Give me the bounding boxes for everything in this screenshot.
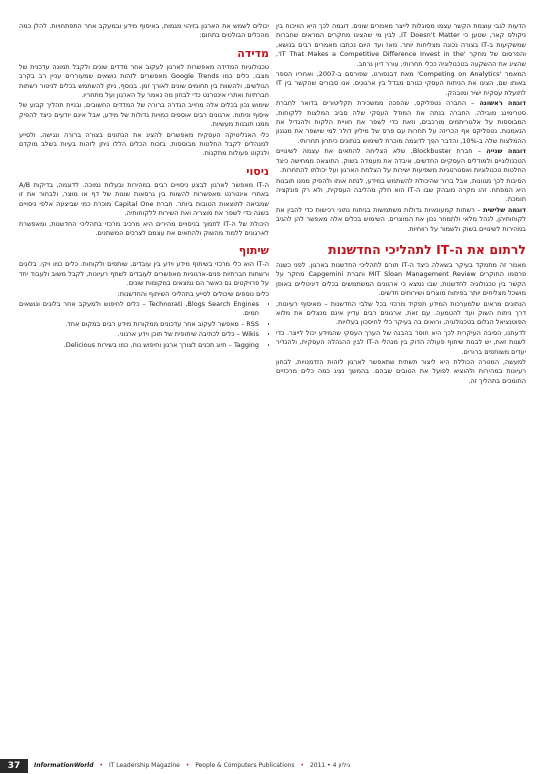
list-item: • RSS – מאפשר לעקוב אחר עדכונים ממקורות מידע רבים במקום אחד. <box>19 320 259 329</box>
paragraph <box>276 206 526 234</box>
section-heading-sharing: שיתוף <box>238 244 269 258</box>
paragraph: הסיבות לכך מגוונות, אבל ברור שהיכולת להשתמש במידע, לנתח אותו ולהפיק ממנו תובנות היא המפתח. זהו מקרה מובהק שבו ה-IT הוא חלק מהליבה העסקית, ולא רק פונקציה תומכת. <box>276 176 526 204</box>
magazine-name: IT Leadership Magazine <box>108 762 180 769</box>
separator-dot: • <box>300 762 305 769</box>
article-column-right <box>276 22 526 740</box>
list-item: • Technorati ,Blogs Search Engines – כלים לחיפוש ולמעקב אחר בלוגים ונושאים חמים. <box>19 300 259 319</box>
paragraph <box>276 99 526 146</box>
section-heading-measurement: מדידה <box>237 46 269 60</box>
section-heading-experiment: ניסוי <box>246 164 269 178</box>
paragraph: ה-IT הוא כלי מרכזי בשיתוף מידע וידע בין עובדים, שותפים ולקוחות. כלים כמו ויקי, בלוגים ורשתות חברתיות פנים-ארגוניות מאפשרים לעובדים לשתף רעיונות, לקבל משוב ולעבוד יחד על פרויקטים גם כאשר הם נמצאים במקומות שונים. <box>19 260 269 288</box>
paragraph: הדעות לגבי עוצמת הקשר עצמו מסוגלות לייצר מאמרים שונים. דוגמה לכך היא הוויכוח בין ניקולס קאר, שטען כי IT Doesn't Matter, לבין מי שהציגו מחקרים המראים שחברות שמשקיעות ב-IT בצורה נכונה מצליחות יותר. מאז ועד היום נכתבו מאמרים רבים בנושא, והפרסום של מחקר 'IT That Makes a Competitive Difference Invest in the', שהציג את ההשקעה בטכנולוגיה ככלי תחרותי, עורר דיון נרחב. <box>276 22 526 68</box>
list-item: • Wikis – כלים לכתיבה שיתופית של תוכן וידע ארגוני. <box>19 330 259 339</box>
paragraph: ה-IT מאפשר לארגון לבצע ניסויים רבים במהירות ובעלות נמוכה. לדוגמה, בדיקות A/B באתרי אינטרנט מאפשרות להשוות בין גרסאות שונות של דף או מוצר, ולבחור את זו שמביאה לתוצאות הטובות ביותר. חברת Capital One מוכרת כמי שביצעה אלפי ניסויים בשנה כדי לשפר את מוצריה ואת השירות ללקוחותיה. <box>19 180 269 218</box>
example-label: דוגמה שנייה <box>486 147 526 156</box>
article-column-left <box>19 22 269 740</box>
paragraph: המאמר 'Competing on Analytics' מאת דבנפורט, שפורסם ב-2007, ואחריו הספר באותו שם, הציגו את הניתוח העסקי כגורם מבדל בין ארגונים. אנו סבורים שהקשר בין IT לתועלת עסקית ישיר ומובהק. <box>276 70 526 97</box>
list-item: • Tagging – תיוג תכנים לצורך ארגון וחיפוש נוח, כמו בשירות Delicious. <box>19 341 259 350</box>
paragraph: יכולים לשמש את הארגון בזיהוי מגמות, באיסוף מידע ובמעקב אחר התפתחויות. להלן כמה מהכלים הבולטים בתחום: <box>19 22 269 40</box>
paragraph: למעשה, המטרה הכוללת היא ליצור תשתית שתאפשר לארגון לזהות הזדמנויות, לבחון רעיונות במהירות ולהוציא לפועל את הטובים שבהם. בהמשך נציג כמה כלים מרכזיים התומכים בתהליך זה. <box>276 358 526 385</box>
separator-dot: • <box>99 762 104 769</box>
paragraph-text: – החברה נטפליקס, שהפכה ממשכירת תקליטורים בדואר לחברת סטרימינג מובילה. החברה בנתה את המודל העסקי שלה סביב המלצות ללקוחות, המבוססות על אלגוריתמים מורכבים, וזאת כדי לשפר את חוויית הלקוח ולהגדיל את הנאמנות. נטפליקס אף הכריזה על תחרות עם פרס של מיליון דולר למי שישפר את מנגנון ההמלצות שלה ב-10%, והדבר הפך לדוגמה מוכרת לשימוש בנתונים כיתרון תחרותי. <box>276 99 526 145</box>
paragraph: שימוש נכון בכלים אלה מחייב הגדרה ברורה של המדדים החשובים, ובניית תהליך קבוע של איסוף וניתוח. ארגונים רבים אוספים כמויות גדולות של מידע, אבל אינם יודעים כיצד להפיק ממנו תובנות מעשיות. <box>19 101 269 129</box>
masthead <box>34 759 350 773</box>
paragraph: הנתונים מראים שלמערכות המידע תפקיד מרכזי בכל שלבי החדשנות – מאיסוף רעיונות, דרך ניתוח השוק ועד להטמעה. עם זאת, ארגונים רבים עדיין אינם מנצלים את מלוא הפוטנציאל הגלום בטכנולוגיה, ורואים בה בעיקר כלי לחיסכון בעלויות. <box>276 299 526 327</box>
paragraph: כלים נוספים שיכולים לסייע בתהליכי השיתוף והחדשנות: <box>117 289 269 298</box>
example-label: דוגמה ראשונה <box>479 99 526 108</box>
section-heading: לרתום את ה-IT לתהליכי החדשנות <box>328 241 526 257</box>
paragraph: טכנולוגיות המדידה מאפשרות לארגון לעקוב אחר מדדים שונים ולקבל תמונה עדכנית של מצבו. כלים כמו Google Trends מאפשרים לזהות נושאים שמעוררים עניין רב בקרב הגולשים, ולהשוות בין תחומים שונים לאורך זמן. בנוסף, ניתן להשתמש בכלים לניטור רשתות חברתיות ואתרי אינטרנט כדי לבחון מה נאמר על הארגון ועל מתחריו. <box>19 62 269 100</box>
paragraph: היכולת של ה-IT לתמוך בניסויים מהירים היא מרכיב מרכזי בתהליכי החדשנות, ומאפשרת לארגונים ללמוד מהשוק ולהתאים את עצמם לצרכים המשתנים. <box>19 219 269 237</box>
separator-dot: • <box>185 762 190 769</box>
tools-list <box>19 300 269 350</box>
page-footer <box>0 755 545 774</box>
paragraph-text: – רשתות קמעונאיות גדולות משתמשות בניתוח נתוני רכישות כדי להבין את לקוחותיהן, לנהל מלאי ולתמחר נכון את המוצרים. השימוש בכלים אלה מאפשר להן להגיב במהירות לשינויים בשוק ולשמור על רווחיות. <box>276 205 526 233</box>
paragraph: מאמר זה מתמקד בעיקר בשאלה כיצד ה-IT תורם לתהליכי החדשנות בארגון. לפני כשנה פרסמו החוקרים MIT Sloan Management Review וחברת Capgemini מחקר על הקשר בין טכנולוגיה לחדשנות, שבו נמצא כי ארגונים המשתמשים בכלים דיגיטליים באופן מושכל מצליחים יותר בפיתוח מוצרים ושירותים חדשים. <box>276 260 526 298</box>
publisher-name: People & Computers Publications <box>195 762 295 769</box>
page-number: 37 <box>0 759 28 773</box>
paragraph: לדעתנו, הסיבה העיקרית לכך היא חוסר בהבנה של הערך העסקי שהמידע יכול לייצר. כדי לשנות זאת, יש לבנות שיתוף פעולה הדוק בין מנהלי ה-IT לבין ההנהלה העסקית, ולהגדיר יעדים משותפים ברורים. <box>276 328 526 356</box>
paragraph-text: – חברת Blockbuster, שלא הצליחה להתאים את עצמה לשינויים הטכנולוגיים ולמודלים העסקיים החדשים, איבדה את מעמדה בשוק. התוצאה ממחישה כיצד החלטות טכנולוגיות ואסטרטגיות משפיעות ישירות על הצלחת הארגון ועל יכולתו להתחרות. <box>276 147 526 175</box>
example-label: דוגמה שלישית <box>483 205 526 214</box>
paragraph: כלי האנליטיקה העסקית מאפשרים להציג את הנתונים בצורה ברורה ונגישה, ולסייע למנהלים לקבל החלטות מבוססות. בזכות הכלים הללו ניתן לזהות בעיות בשלב מוקדם ולנקוט פעולות מתקנות. <box>19 130 269 158</box>
issue-info: גיליון 4 • 2011 <box>309 762 351 769</box>
brand-name: InformationWorld <box>34 762 94 769</box>
paragraph <box>276 147 526 175</box>
